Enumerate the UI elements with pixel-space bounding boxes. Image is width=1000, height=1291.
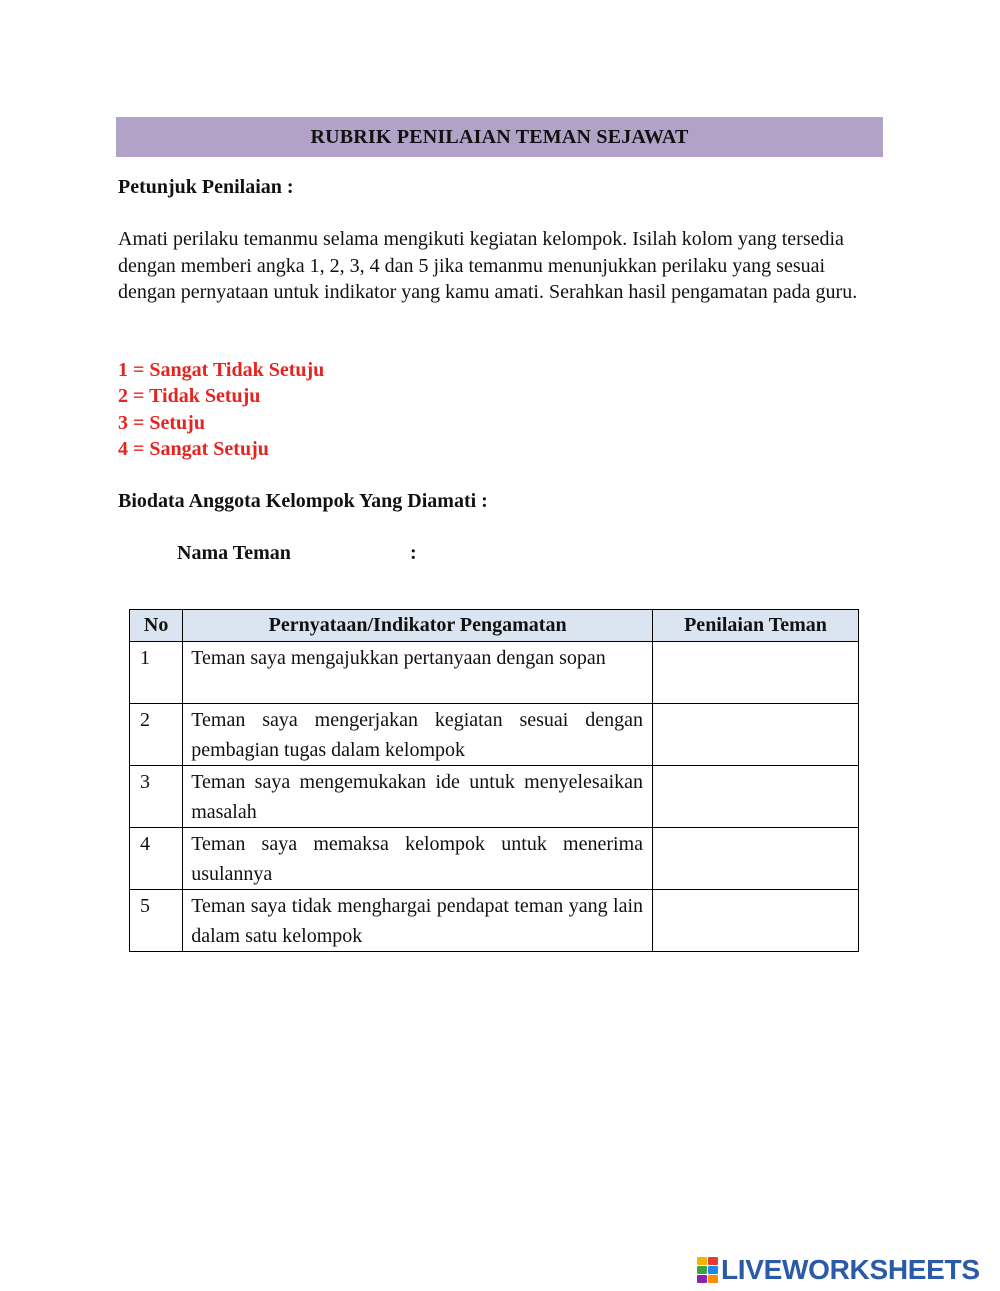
score-input-cell[interactable] bbox=[653, 766, 859, 828]
row-statement: Teman saya mengajukkan pertanyaan dengan sopan bbox=[183, 642, 653, 704]
scale-item-2: 2 = Tidak Setuju bbox=[118, 385, 261, 408]
table-row bbox=[130, 766, 859, 828]
row-number: 1 bbox=[130, 642, 183, 704]
scale-item-3: 3 = Setuju bbox=[118, 411, 205, 434]
score-input-cell[interactable] bbox=[653, 890, 859, 952]
row-statement: Teman saya mengerjakan kegiatan sesuai dengan pembagian tugas dalam kelompok bbox=[183, 704, 653, 766]
rating-scale bbox=[118, 357, 324, 462]
brand-name: LIVEWORKSHEETS bbox=[721, 1254, 980, 1285]
score-input-cell[interactable] bbox=[653, 704, 859, 766]
scale-item-4: 4 = Sangat Setuju bbox=[118, 437, 269, 460]
row-statement: Teman saya tidak menghargai pendapat teman yang lain dalam satu kelompok bbox=[183, 890, 653, 952]
row-statement: Teman saya memaksa kelompok untuk menerima usulannya bbox=[183, 828, 653, 890]
biodata-heading: Biodata Anggota Kelompok Yang Diamati : bbox=[118, 490, 488, 512]
liveworksheets-brand[interactable] bbox=[697, 1254, 980, 1286]
document-title-bar bbox=[116, 117, 883, 157]
instructions-text: Amati perilaku temanmu selama mengikuti kegiatan kelompok. Isilah kolom yang tersedia dengan memberi angka 1, 2, 3, 4 dan 5 jika temanmu menunjukkan perilaku yang sesuai dengan pernyataan untuk indikator yang kamu amati. Serahkan hasil pengamatan pada guru. bbox=[118, 228, 858, 303]
table-row bbox=[130, 890, 859, 952]
instructions-heading: Petunjuk Penilaian : bbox=[118, 176, 294, 198]
document-title: RUBRIK PENILAIAN TEMAN SEJAWAT bbox=[310, 125, 689, 148]
scale-item-1: 1 = Sangat Tidak Setuju bbox=[118, 359, 325, 381]
name-label: Nama Teman bbox=[177, 542, 291, 564]
score-input-cell[interactable] bbox=[653, 828, 859, 890]
score-input-cell[interactable] bbox=[653, 642, 859, 704]
table-row bbox=[130, 642, 859, 704]
row-number: 2 bbox=[130, 704, 183, 766]
row-number: 3 bbox=[130, 766, 183, 828]
header-score: Penilaian Teman bbox=[653, 610, 859, 642]
name-colon: : bbox=[410, 542, 417, 564]
table-row bbox=[130, 704, 859, 766]
row-statement: Teman saya mengemukakan ide untuk menyelesaikan masalah bbox=[183, 766, 653, 828]
table-row bbox=[130, 828, 859, 890]
liveworksheets-logo-icon bbox=[697, 1257, 717, 1283]
header-no: No bbox=[130, 610, 183, 642]
header-statement: Pernyataan/Indikator Pengamatan bbox=[183, 610, 653, 642]
row-number: 4 bbox=[130, 828, 183, 890]
row-number: 5 bbox=[130, 890, 183, 952]
assessment-table bbox=[129, 609, 859, 952]
table-header-row bbox=[130, 610, 859, 642]
